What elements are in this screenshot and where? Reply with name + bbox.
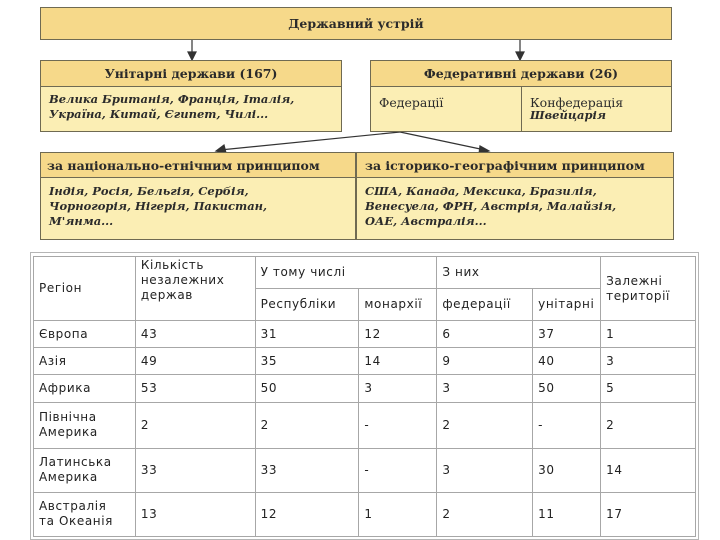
cell-republics: 33 bbox=[255, 448, 359, 492]
header-of-them: З них bbox=[437, 257, 601, 289]
cell-federations: 2 bbox=[437, 402, 533, 448]
header-federations: федерації bbox=[437, 289, 533, 321]
cell-federations: 2 bbox=[437, 492, 533, 536]
cell-region: Африка bbox=[34, 375, 136, 402]
federal-states-title: Федеративні держави (26) bbox=[371, 61, 671, 87]
state-structure-title: Державний устрій bbox=[41, 8, 671, 39]
cell-unitary: 11 bbox=[533, 492, 601, 536]
cell-region: Європа bbox=[34, 321, 136, 348]
cell-region: Австралія та Океанія bbox=[34, 492, 136, 536]
cell-unitary: - bbox=[533, 402, 601, 448]
table-row bbox=[34, 492, 696, 536]
cell-dependent: 14 bbox=[601, 448, 696, 492]
federal-states-box bbox=[370, 60, 672, 132]
cell-republics: 31 bbox=[255, 321, 359, 348]
header-unitary: унітарні bbox=[533, 289, 601, 321]
cell-unitary: 40 bbox=[533, 348, 601, 375]
table-row bbox=[34, 402, 696, 448]
state-structure-title-box bbox=[40, 7, 672, 40]
cell-region: Азія bbox=[34, 348, 136, 375]
header-including: У тому числі bbox=[255, 257, 437, 289]
cell-dependent: 2 bbox=[601, 402, 696, 448]
cell-count: 2 bbox=[135, 402, 255, 448]
table-row bbox=[34, 348, 696, 375]
cell-republics: 50 bbox=[255, 375, 359, 402]
historical-principle-box bbox=[356, 152, 674, 240]
confederation-label: Конфедерація bbox=[530, 95, 624, 110]
cell-count: 49 bbox=[135, 348, 255, 375]
cell-unitary: 50 bbox=[533, 375, 601, 402]
unitary-states-box bbox=[40, 60, 342, 132]
header-monarchies: монархії bbox=[359, 289, 437, 321]
cell-monarchies: 1 bbox=[359, 492, 437, 536]
ethnic-principle-examples: Індія, Росія, Бельгія, Сербія, Чорногорія, Нігерія, Пакистан, М'янма... bbox=[49, 184, 268, 228]
cell-dependent: 5 bbox=[601, 375, 696, 402]
cell-unitary: 37 bbox=[533, 321, 601, 348]
cell-count: 13 bbox=[135, 492, 255, 536]
cell-monarchies: 14 bbox=[359, 348, 437, 375]
cell-monarchies: 3 bbox=[359, 375, 437, 402]
cell-region: Північна Америка bbox=[34, 402, 136, 448]
cell-region: Латинська Америка bbox=[34, 448, 136, 492]
states-statistics-table bbox=[33, 256, 696, 537]
unitary-states-title: Унітарні держави (167) bbox=[41, 61, 341, 87]
table-row bbox=[34, 448, 696, 492]
cell-count: 43 bbox=[135, 321, 255, 348]
cell-monarchies: - bbox=[359, 448, 437, 492]
arrow-to-historical bbox=[400, 132, 485, 150]
header-republics: Республіки bbox=[255, 289, 359, 321]
cell-unitary: 30 bbox=[533, 448, 601, 492]
header-count: Кількість незалежних держав bbox=[135, 257, 255, 321]
cell-dependent: 17 bbox=[601, 492, 696, 536]
arrow-to-ethnic bbox=[220, 132, 400, 150]
cell-federations: 3 bbox=[437, 448, 533, 492]
historical-principle-title: за історико-географічним принципом bbox=[357, 153, 673, 178]
cell-dependent: 3 bbox=[601, 348, 696, 375]
cell-federations: 6 bbox=[437, 321, 533, 348]
cell-monarchies: - bbox=[359, 402, 437, 448]
federations-label: Федерації bbox=[379, 95, 444, 110]
header-dependent: Залежні території bbox=[601, 257, 696, 321]
cell-count: 53 bbox=[135, 375, 255, 402]
cell-federations: 9 bbox=[437, 348, 533, 375]
cell-federations: 3 bbox=[437, 375, 533, 402]
table-row bbox=[34, 321, 696, 348]
header-region: Регіон bbox=[34, 257, 136, 321]
confederation-example: Швейцарія bbox=[530, 108, 607, 122]
cell-dependent: 1 bbox=[601, 321, 696, 348]
cell-republics: 12 bbox=[255, 492, 359, 536]
ethnic-principle-box bbox=[40, 152, 356, 240]
cell-republics: 35 bbox=[255, 348, 359, 375]
ethnic-principle-title: за національно-етнічним принципом bbox=[41, 153, 355, 178]
unitary-states-examples: Велика Британія, Франція, Італія, Україна, Китай, Єгипет, Чилі... bbox=[49, 92, 295, 121]
table-row bbox=[34, 375, 696, 402]
historical-principle-examples: США, Канада, Мексика, Бразилія, Венесуела, ФРН, Австрія, Малайзія, ОАЕ, Австралія... bbox=[365, 184, 617, 228]
cell-monarchies: 12 bbox=[359, 321, 437, 348]
cell-count: 33 bbox=[135, 448, 255, 492]
cell-republics: 2 bbox=[255, 402, 359, 448]
